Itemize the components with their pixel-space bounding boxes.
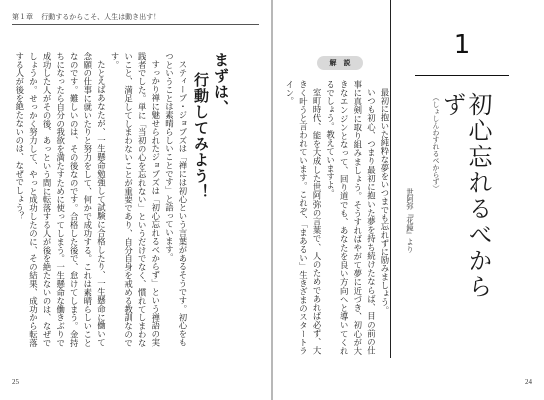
chapter-title: 行動するからこそ、人生は動き出す！ [41, 13, 161, 21]
paragraph: 室町時代、能を大成した世阿弥の言葉で、人のためであれば必ず、大きく叶うと言われています。これぞ、「まあるい」生きざまのスタートライン。 [284, 80, 323, 355]
paragraph: いつも初心、つまり最初に抱いた夢を持ち続けたならば、目の前の仕事に真剣に取り組みましょう。そうすればやがて夢に近づき、初心が大きなエンジンとなって、回り道でも、あなたを良い方向へと導いてくれるでしょう。教えていますよ。 [325, 80, 377, 355]
paragraph: スティーブ・ジョブズは「禅には初心という言葉があるそうです。初心をもつということは素晴らしいことです」と語っています。 [164, 52, 188, 347]
title-rule [415, 75, 509, 76]
commentary-badge: 解 説 [317, 56, 363, 70]
item-number: 1 [453, 30, 471, 60]
chapter-label: 第１章 [12, 13, 33, 21]
page-number: 25 [12, 378, 19, 386]
running-head [12, 12, 160, 22]
left-page [0, 0, 271, 400]
right-page [273, 0, 544, 400]
right-body-text [284, 80, 391, 355]
paragraph: 最初に抱いた純粋な夢をいつまでも忘れずに励みましょう。 [380, 88, 390, 315]
paragraph: すっかり禅に魅せられたジョブズは「初心忘れるべからず」という禅語の実践者でした。単に「当初の心を忘れない」というだけでなく、慣れてしまわないこと、満足してしまわないことが重要であり、自分自身を戒める教訓なのです。 [110, 52, 161, 347]
headline-line2: 行動してみよう！ [192, 72, 210, 200]
title-reading: （しょしんわすれるべからず） [432, 94, 440, 192]
page-number: 24 [525, 378, 532, 386]
paragraph: たとえばあなたが、一生懸命勉強して試験に合格したり、一生懸命に働いて念願の仕事に就いたりと努力をして、何かで成功する。これは素晴らしいことなのです。難しいのは、その後なのです。合格した後で、怠けてしまう。金持ちになったら自分の我欲を満たすために使ってしまう。一生懸命な働きぶりで成功した人がその後、あっという間に転落する人が後を絶たないのは、なぜでしょうか。せっかく努力して、やっと成功したのに、その結果、成功から転落する人が後を絶たないのは、なぜでしょう？ [14, 52, 107, 347]
section-headline [191, 52, 231, 352]
proverb-title: 初心忘れるべからず [438, 92, 492, 300]
header-rule [12, 24, 259, 25]
headline-line1: まずは、 [212, 52, 230, 116]
title-panel [390, 0, 533, 358]
left-body-text [14, 52, 189, 347]
source-citation: 世阿弥『花鏡』より [406, 188, 415, 253]
